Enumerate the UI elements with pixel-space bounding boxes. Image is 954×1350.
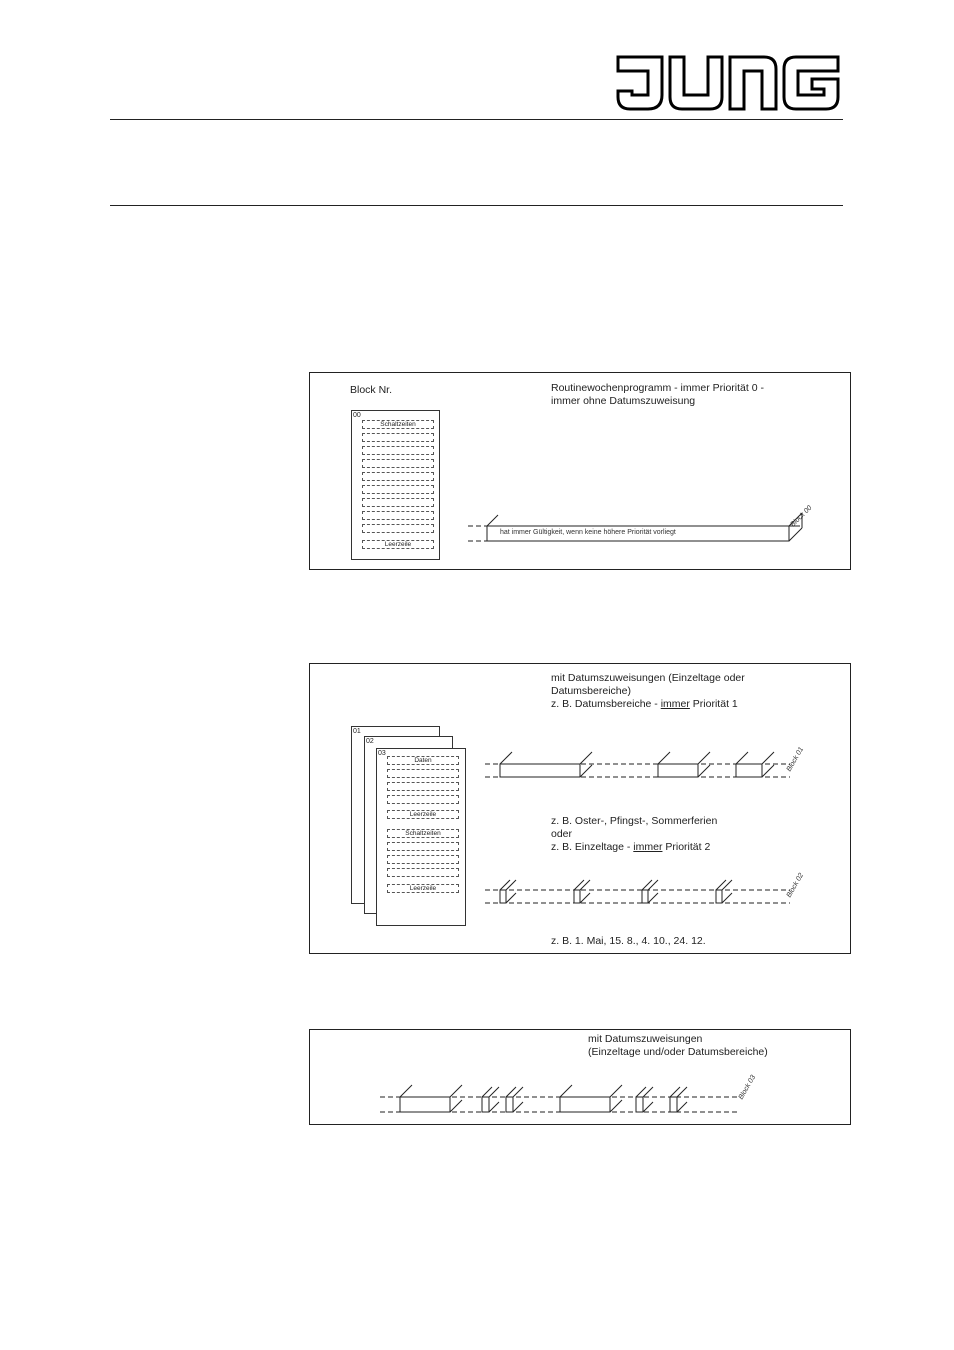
caption-example-dates: z. B. 1. Mai, 15. 8., 4. 10., 24. 12. [551,935,706,947]
bar-validity-text: hat immer Gültigkeit, wenn keine höhere Priorität vorliegt [500,529,676,536]
sheet-number: 02 [366,738,374,745]
caption-priority-2: z. B. Einzeltage - immer Priorität 2 [551,841,711,853]
block-tag-03: Block 03 [737,1074,758,1101]
caption-priority-1: z. B. Datumsbereiche - immer Priorität 1 [551,698,738,710]
sheet-number: 00 [353,412,361,419]
block-tag-00: Block 00 [789,504,814,529]
block-tag-02: Block 02 [785,872,806,899]
caption-holidays: z. B. Oster-, Pfingst-, Sommerferien [551,815,718,827]
figure-date-assignments [309,663,851,954]
jung-logo [616,55,842,111]
figure-combined-assignments [309,1029,851,1125]
header-rule-bottom [110,205,843,206]
header-rule-top [110,119,843,120]
slot-label-times: Schaltzeiten [405,830,441,837]
block-tag-01: Block 01 [785,746,806,773]
block-number-label: Block Nr. [350,384,393,396]
caption-date-assignments: mit Datumszuweisungen (Einzeltage oder [551,672,745,684]
timeline-diagram [310,373,850,569]
timeline-diagram [310,1030,850,1124]
caption-priority-0: Routinewochenprogramm - immer Priorität 0 - [551,382,764,394]
caption-date-assignments: mit Datumszuweisungen [588,1033,703,1045]
caption-single-or-range: (Einzeltage und/oder Datumsbereiche) [588,1046,768,1058]
caption-date-ranges: Datumsbereiche) [551,685,631,697]
slot-label-empty: Leerzeile [384,541,412,548]
caption-no-date: immer ohne Datumszuweisung [551,395,696,407]
sheet-number: 03 [378,750,386,757]
slot-label-dates: Daten [414,757,432,764]
figure-routine-program [309,372,851,570]
timeline-diagram [310,664,850,953]
caption-or: oder [551,828,573,840]
slot-label-empty: Leerzeile [409,885,437,892]
slot-label-times: Schaltzeiten [380,421,416,428]
sheet-number: 01 [353,728,361,735]
slot-label-empty: Leerzeile [409,811,437,818]
